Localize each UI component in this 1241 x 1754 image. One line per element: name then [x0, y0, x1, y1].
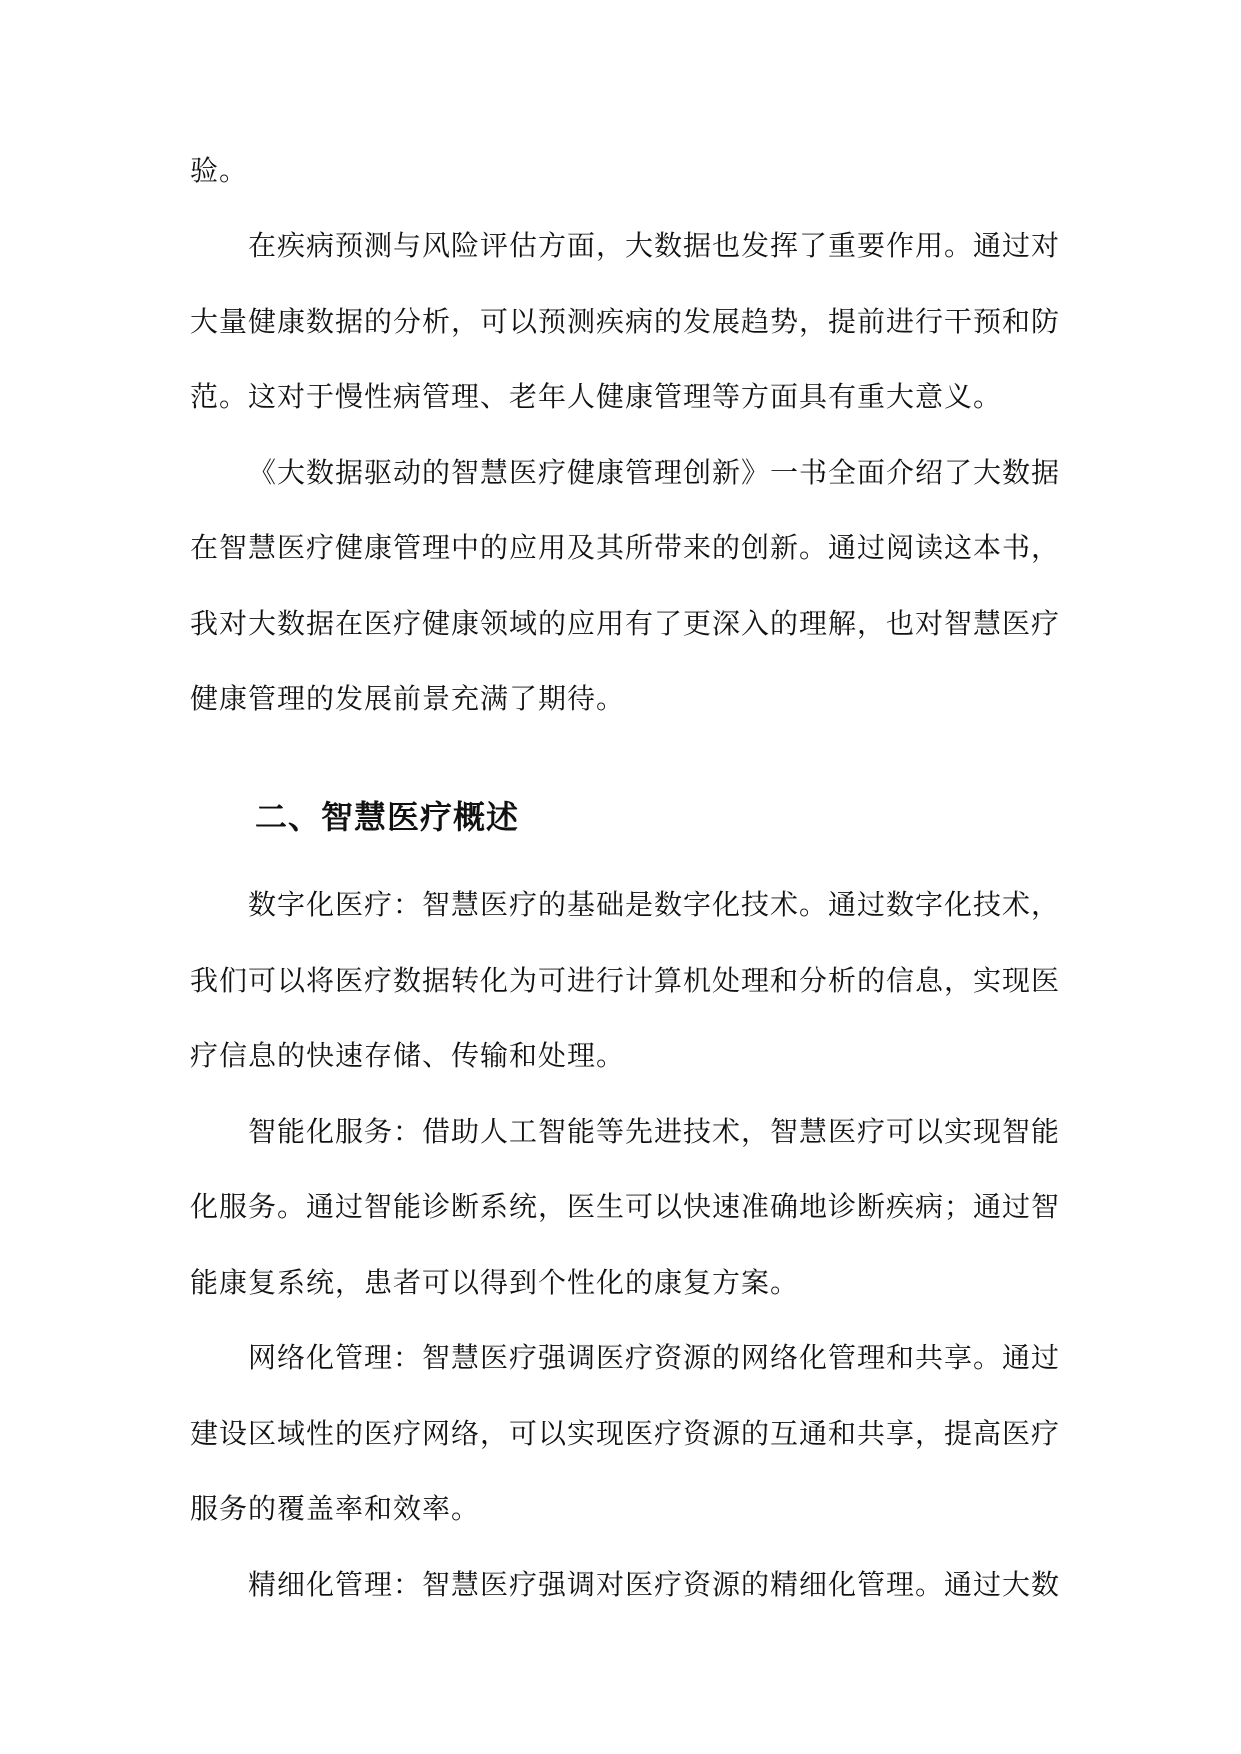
text-line: 我们可以将医疗数据转化为可进行计算机处理和分析的信息，实现医 [190, 964, 1061, 997]
text-line: 化服务。通过智能诊断系统，医生可以快速准确地诊断疾病；通过智 [190, 1190, 1061, 1223]
text-line: 在智慧医疗健康管理中的应用及其所带来的创新。通过阅读这本书， [190, 531, 1061, 564]
text-line: 精细化管理：智慧医疗强调对医疗资源的精细化管理。通过大数 [248, 1568, 1061, 1601]
section-heading: 二、智慧医疗概述 [255, 798, 520, 836]
text-line: 服务的覆盖率和效率。 [190, 1492, 481, 1525]
text-line: 《大数据驱动的智慧医疗健康管理创新》一书全面介绍了大数据 [248, 456, 1061, 489]
text-line: 智能化服务：借助人工智能等先进技术，智慧医疗可以实现智能 [248, 1115, 1061, 1148]
text-line: 网络化管理：智慧医疗强调医疗资源的网络化管理和共享。通过 [248, 1341, 1061, 1374]
text-line: 大量健康数据的分析，可以预测疾病的发展趋势，提前进行干预和防 [190, 305, 1061, 338]
text-line: 在疾病预测与风险评估方面，大数据也发挥了重要作用。通过对 [248, 229, 1061, 262]
text-line: 验。 [190, 154, 249, 187]
text-line: 健康管理的发展前景充满了期待。 [190, 682, 626, 715]
text-line: 范。这对于慢性病管理、老年人健康管理等方面具有重大意义。 [190, 380, 1003, 413]
text-line: 能康复系统，患者可以得到个性化的康复方案。 [190, 1266, 800, 1299]
text-line: 建设区域性的医疗网络，可以实现医疗资源的互通和共享，提高医疗 [190, 1417, 1061, 1450]
text-line: 数字化医疗：智慧医疗的基础是数字化技术。通过数字化技术， [248, 888, 1061, 921]
text-line: 我对大数据在医疗健康领域的应用有了更深入的理解，也对智慧医疗 [190, 607, 1061, 640]
text-line: 疗信息的快速存储、传输和处理。 [190, 1039, 626, 1072]
